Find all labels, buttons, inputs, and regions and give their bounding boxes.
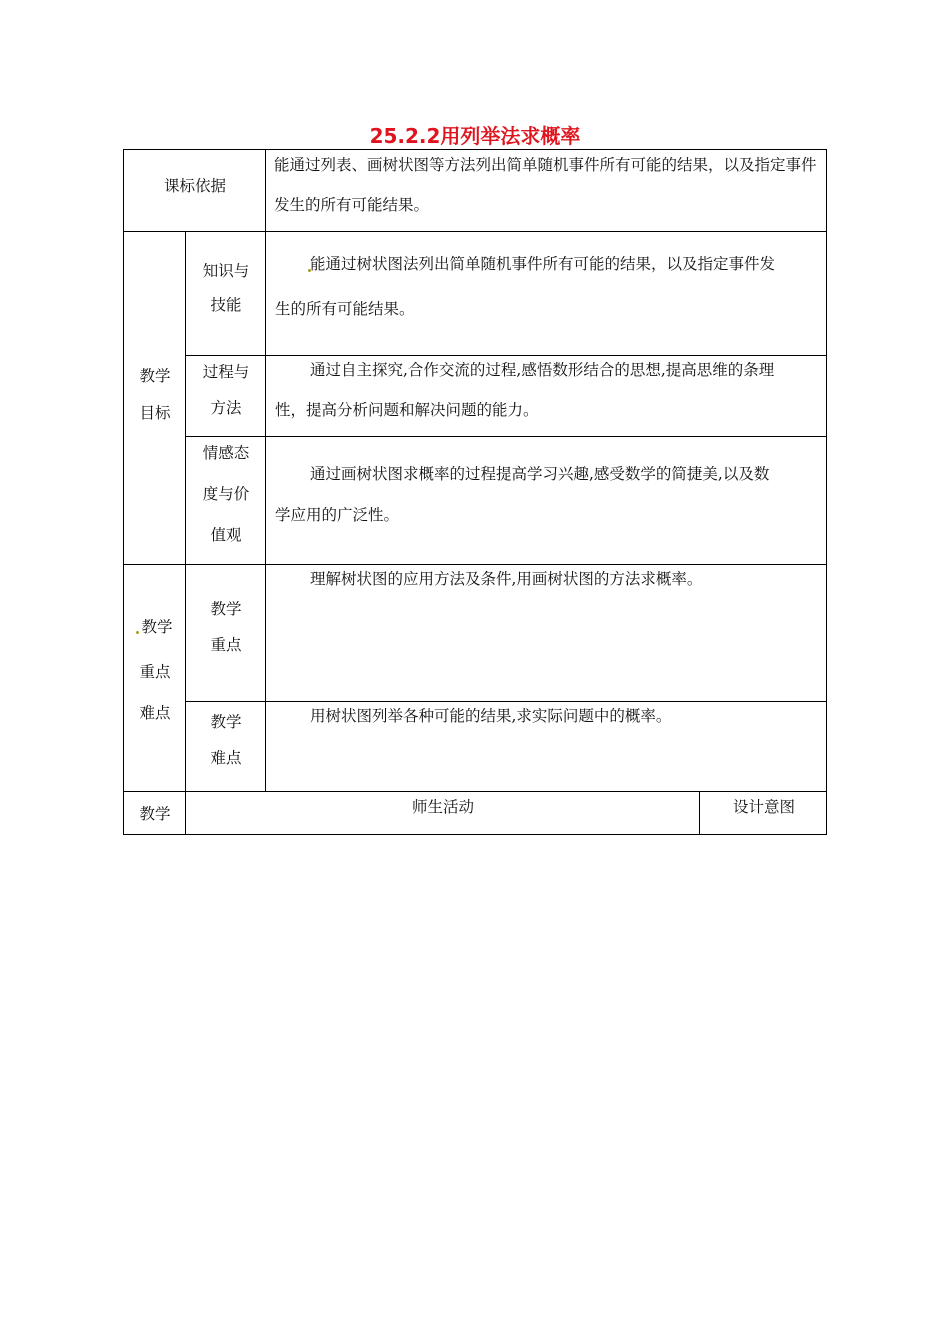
- objectives-label-line2: 目标: [139, 404, 171, 422]
- knowledge-text-cell: [265, 231, 827, 355]
- keypoints-label-cell: [123, 564, 185, 791]
- process-text-line1: 通过自主探究,合作交流的过程,感悟数形结合的思想,提高思维的条理: [310, 361, 775, 379]
- keypoints-label-line3: 难点: [139, 704, 171, 722]
- emotion-label-line1: 情感态: [202, 444, 250, 462]
- difficulty-label-line2: 难点: [210, 749, 242, 767]
- difficulty-label-line1: 教学: [210, 713, 242, 731]
- emotion-label-cell: [185, 436, 265, 564]
- standard-label-cell: [123, 149, 265, 231]
- process-label-cell: [185, 355, 265, 436]
- emotion-text-cell: [265, 436, 827, 564]
- standard-text-cell: [265, 149, 827, 231]
- footer-col3: 设计意图: [732, 798, 795, 816]
- knowledge-text-line2: 生的所有可能结果。: [275, 300, 415, 318]
- emotion-label-line3: 值观: [210, 526, 242, 544]
- process-label-line1: 过程与: [202, 363, 250, 381]
- footer-col3-cell: [699, 791, 827, 835]
- focus-text-cell: [265, 564, 827, 701]
- page-title: 25.2.2用列举法求概率: [369, 124, 581, 148]
- knowledge-text-line1: 能通过树状图法列出简单随机事件所有可能的结果，以及指定事件发: [310, 255, 776, 273]
- knowledge-label-line1: 知识与: [202, 262, 250, 280]
- footer-col1: 教学: [139, 805, 171, 823]
- focus-label-line1: 教学: [210, 600, 242, 618]
- emotion-text-line1: 通过画树状图求概率的过程提高学习兴趣,感受数学的简捷美,以及数: [310, 465, 770, 483]
- standard-text: 能通过列表、画树状图等方法列出简单随机事件所有可能的结果，以及指定事件发生的所有可能结果。: [274, 156, 817, 214]
- objectives-label-cell: [123, 231, 185, 564]
- difficulty-label-cell: [185, 701, 265, 791]
- keypoints-label-line2: 重点: [139, 663, 171, 681]
- footer-col2: 师生活动: [411, 798, 474, 816]
- process-text-cell: [265, 355, 827, 436]
- difficulty-text-cell: [265, 701, 827, 791]
- footer-col2-cell: [185, 791, 699, 835]
- emotion-label-line2: 度与价: [202, 485, 250, 503]
- focus-label-cell: [185, 564, 265, 701]
- focus-label-line2: 重点: [210, 636, 242, 654]
- standard-label: 课标依据: [163, 177, 226, 195]
- objectives-label-line1: 教学: [139, 367, 171, 385]
- focus-text: 理解树状图的应用方法及条件,用画树状图的方法求概率。: [310, 570, 703, 588]
- difficulty-text: 用树状图列举各种可能的结果,求实际问题中的概率。: [310, 707, 672, 725]
- process-label-line2: 方法: [210, 399, 242, 417]
- process-text-line2: 性，提高分析问题和解决问题的能力。: [275, 401, 539, 419]
- keypoints-label-line1: 教学: [141, 618, 173, 636]
- knowledge-label-line2: 技能: [210, 296, 242, 314]
- emotion-text-line2: 学应用的广泛性。: [275, 506, 400, 524]
- footer-col1-cell: [123, 791, 185, 835]
- knowledge-label-cell: [185, 231, 265, 355]
